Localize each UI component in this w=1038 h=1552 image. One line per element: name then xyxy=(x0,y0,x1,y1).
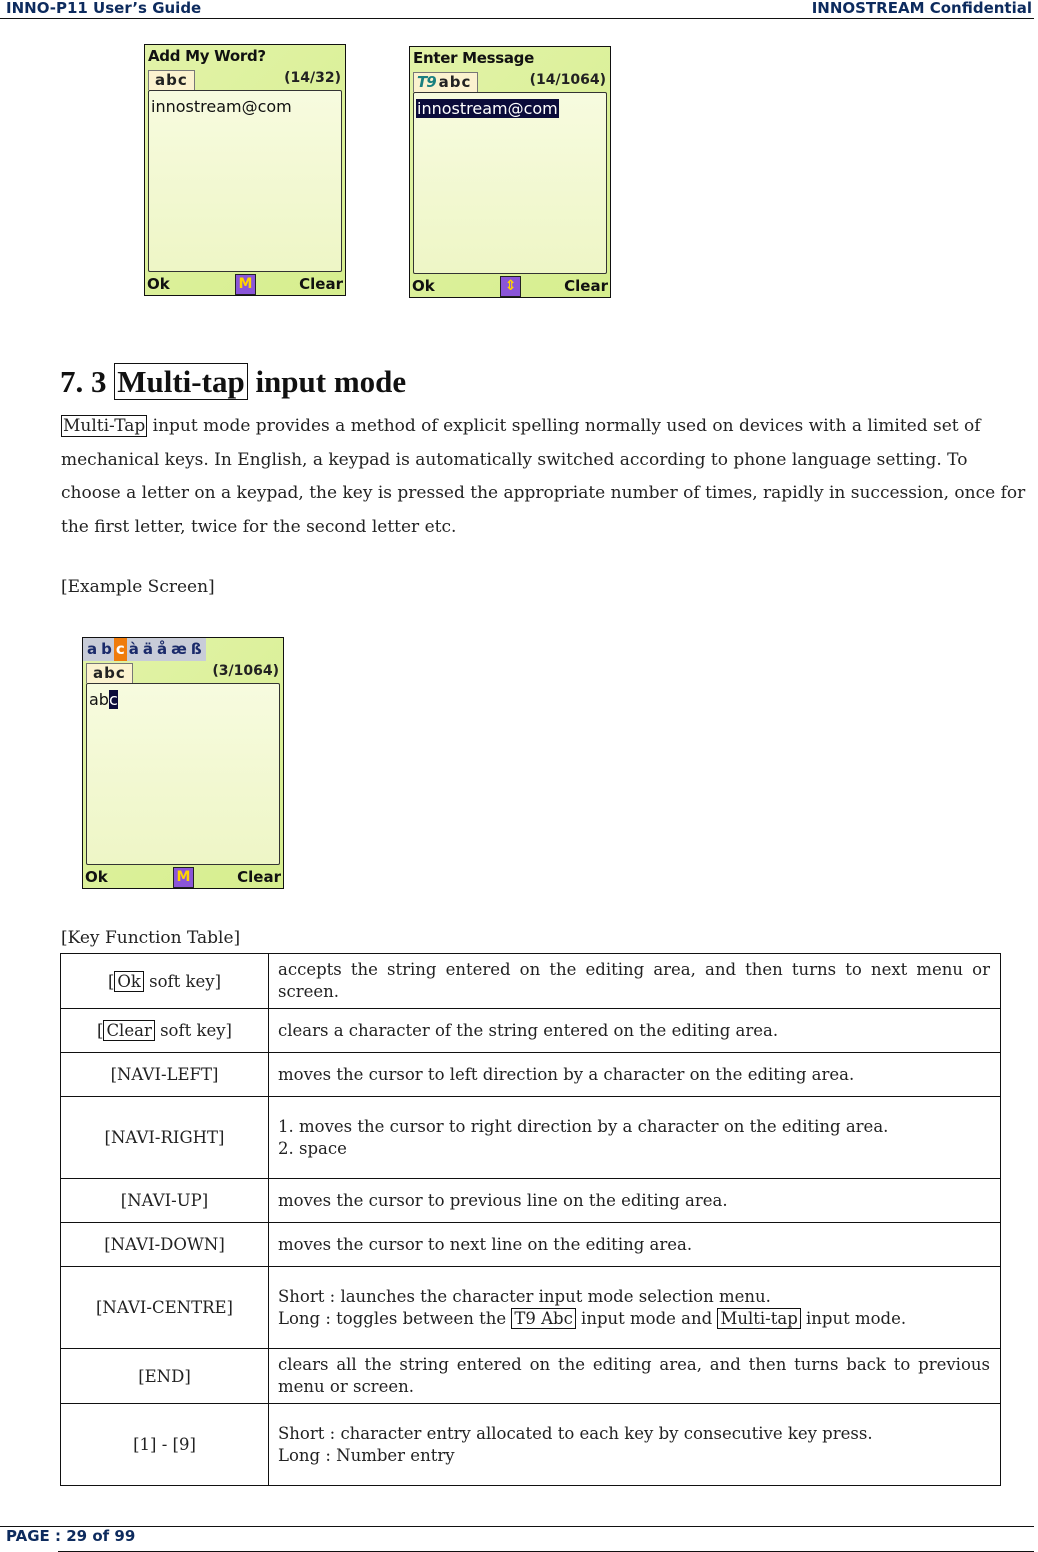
input-mode-tab: abc xyxy=(86,663,133,683)
mode-label: abc xyxy=(438,73,472,91)
desc-line: 1. moves the cursor to right direction by a character on the editing area. xyxy=(278,1116,889,1136)
multitap-mode-icon: M xyxy=(235,274,256,295)
multi-tap-term: Multi-tap xyxy=(717,1308,800,1329)
desc-line-short xyxy=(278,1286,990,1308)
table-row xyxy=(61,1009,1001,1053)
input-mode-tab xyxy=(413,72,478,92)
paragraph-text: input mode provides a method of explicit spelling normally used on devices with a limited set of mechanical keys. In English, a keypad is automatically switched according to phone language setting. To choose a letter on a keypad, the key is pressed the appropriate number of times, rapidly in succession, once for the first letter, twice for the second letter etc. xyxy=(61,416,1026,537)
key-cell: [NAVI-LEFT] xyxy=(61,1053,269,1097)
key-cell: [NAVI-RIGHT] xyxy=(61,1097,269,1179)
doc-title: INNO-P11 User’s Guide xyxy=(6,0,202,17)
desc-line: 2. space xyxy=(278,1138,347,1158)
short-desc: : character entry allocated to each key by consecutive key press. xyxy=(324,1423,873,1443)
softkey-ok: Ok xyxy=(412,277,435,295)
desc-cell: moves the cursor to next line on the editing area. xyxy=(269,1223,1001,1267)
desc-line-short xyxy=(278,1423,990,1445)
bracket: [ xyxy=(97,1021,104,1040)
candidate-char: à xyxy=(128,640,139,658)
softkey-clear: Clear xyxy=(564,277,608,295)
editing-area xyxy=(413,92,607,274)
table-row xyxy=(61,1404,1001,1486)
short-desc: : launches the character input mode selection menu. xyxy=(324,1286,771,1306)
input-mode-tab: abc xyxy=(148,70,195,90)
key-suffix: soft key] xyxy=(154,1021,232,1040)
long-desc: input mode. xyxy=(800,1308,907,1328)
key-cell xyxy=(61,1009,269,1053)
page-footer xyxy=(0,1526,1034,1545)
softkey-bar xyxy=(83,866,283,888)
key-cell xyxy=(61,954,269,1009)
softkey-ok: Ok xyxy=(147,275,170,293)
short-label: Short xyxy=(278,1423,325,1443)
section-heading xyxy=(60,364,406,400)
text-before-cursor: ab xyxy=(89,690,109,709)
ok-key-boxed: Ok xyxy=(114,971,144,992)
table-row xyxy=(61,1349,1001,1404)
section-paragraph xyxy=(61,410,1026,544)
candidate-char: b xyxy=(101,640,112,658)
table-row xyxy=(61,1097,1001,1179)
desc-line-long xyxy=(278,1308,990,1330)
softkey-bar xyxy=(145,273,345,295)
phone-screen-add-my-word xyxy=(144,44,346,296)
desc-line-long xyxy=(278,1445,990,1467)
table-row xyxy=(61,954,1001,1009)
screen-title: Add My Word? xyxy=(148,47,266,65)
bracket: [ xyxy=(107,971,115,991)
desc-cell: clears all the string entered on the editing area, and then turns back to previous menu or screen. xyxy=(269,1349,1001,1404)
section-number: 7. 3 xyxy=(60,364,107,399)
table-row xyxy=(61,1179,1001,1223)
editing-area xyxy=(86,683,280,865)
char-counter: (14/32) xyxy=(284,70,341,86)
cursor-char: c xyxy=(108,690,118,709)
long-label: Long xyxy=(278,1445,321,1465)
char-candidate-bar xyxy=(83,638,206,661)
t9-icon: T9 xyxy=(417,73,436,91)
desc-cell: moves the cursor to left direction by a character on the editing area. xyxy=(269,1053,1001,1097)
confidential-label: INNOSTREAM Confidential xyxy=(811,0,1032,17)
candidate-char-selected: c xyxy=(114,638,127,661)
desc-cell xyxy=(269,1267,1001,1349)
section-title-boxed: Multi-tap xyxy=(114,363,247,400)
desc-cell xyxy=(269,1097,1001,1179)
softkey-ok: Ok xyxy=(85,868,108,886)
phone-screen-enter-message xyxy=(409,46,611,298)
multitap-mode-icon: M xyxy=(173,867,194,888)
candidate-char: å xyxy=(157,640,168,658)
key-cell: [1] - [9] xyxy=(61,1404,269,1486)
long-desc: : Number entry xyxy=(320,1445,455,1465)
key-function-table xyxy=(60,953,1001,1486)
short-label: Short xyxy=(278,1286,325,1306)
candidate-char: æ xyxy=(171,640,187,658)
page-number: PAGE : 29 of 99 xyxy=(6,1527,136,1545)
softkey-clear: Clear xyxy=(299,275,343,293)
editing-area xyxy=(148,90,342,272)
key-function-table-label: [Key Function Table] xyxy=(61,928,241,948)
candidate-char: a xyxy=(87,640,98,658)
desc-cell: clears a character of the string entered on the editing area. xyxy=(269,1009,1001,1053)
multi-tap-term: Multi-Tap xyxy=(63,416,146,436)
clear-key-boxed: Clear xyxy=(103,1020,154,1041)
t9-abc-term: T9 Abc xyxy=(511,1308,575,1329)
example-screen-label: [Example Screen] xyxy=(61,577,215,597)
candidate-char: ä xyxy=(142,640,154,658)
long-label: Long xyxy=(278,1308,321,1328)
selected-text: innostream@com xyxy=(417,99,558,118)
long-desc: input mode and xyxy=(575,1308,718,1328)
phone-screen-multitap-example xyxy=(82,637,284,889)
entered-text: innostream@com xyxy=(151,97,292,116)
key-cell: [NAVI-CENTRE] xyxy=(61,1267,269,1349)
softkey-bar xyxy=(410,275,610,297)
table-row xyxy=(61,1223,1001,1267)
key-cell: [NAVI-UP] xyxy=(61,1179,269,1223)
desc-cell: moves the cursor to previous line on the editing area. xyxy=(269,1179,1001,1223)
desc-cell xyxy=(269,1404,1001,1486)
table-row xyxy=(61,1053,1001,1097)
key-suffix: soft key] xyxy=(143,971,222,991)
key-cell: [END] xyxy=(61,1349,269,1404)
section-title-rest: input mode xyxy=(255,364,407,399)
char-counter: (3/1064) xyxy=(212,663,279,679)
char-counter: (14/1064) xyxy=(529,72,606,88)
desc-cell: accepts the string entered on the editing area, and then turns to next menu or screen. xyxy=(269,954,1001,1009)
candidate-char: ß xyxy=(190,640,202,658)
page-header xyxy=(0,0,1034,19)
long-desc: : toggles between the xyxy=(320,1308,512,1328)
entered-text xyxy=(89,690,118,709)
key-cell: [NAVI-DOWN] xyxy=(61,1223,269,1267)
softkey-clear: Clear xyxy=(237,868,281,886)
screen-title: Enter Message xyxy=(413,49,534,67)
up-down-arrows-icon: ⇕ xyxy=(500,276,521,297)
table-row xyxy=(61,1267,1001,1349)
